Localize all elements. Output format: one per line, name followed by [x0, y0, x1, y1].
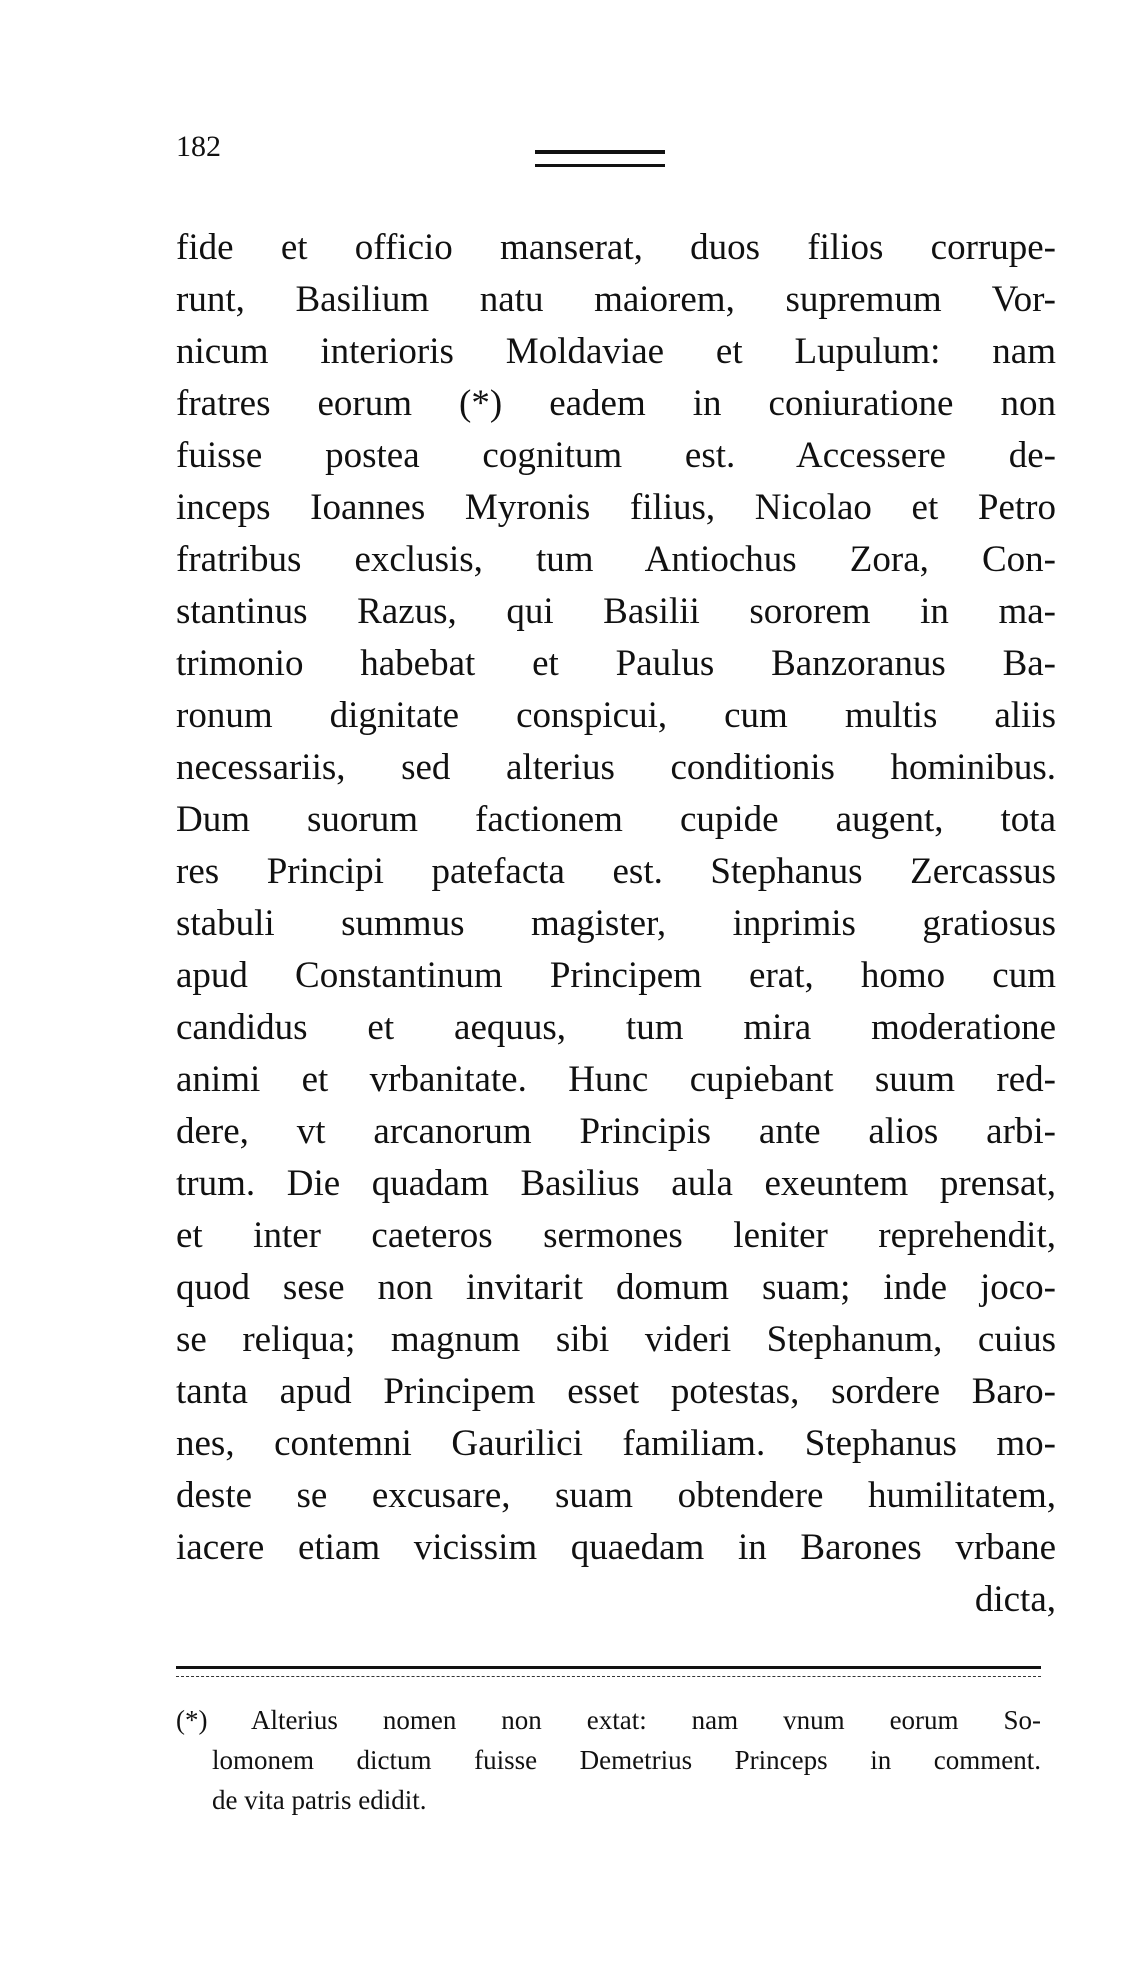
text-line: candidus et aequus, tum mira moderatione	[176, 1007, 1056, 1048]
footnote-rule	[176, 1666, 1041, 1669]
header-ornament	[535, 150, 665, 167]
text-line: stabuli summus magister, inprimis gratiosus	[176, 903, 1056, 944]
page-number: 182	[176, 130, 221, 163]
text-line: et inter caeteros sermones leniter reprehendit,	[176, 1215, 1056, 1256]
body-text	[176, 222, 1056, 1626]
text-line: fuisse postea cognitum est. Accessere de-	[176, 435, 1056, 476]
catchword-line: dicta,	[974, 1579, 1056, 1620]
text-line: quod sese non invitarit domum suam; inde joco-	[176, 1267, 1056, 1308]
text-line: nicum interioris Moldaviae et Lupulum: nam	[176, 331, 1056, 372]
text-line: apud Constantinum Principem erat, homo cum	[176, 955, 1056, 996]
text-line: res Principi patefacta est. Stephanus Zercassus	[176, 851, 1056, 892]
text-line: dere, vt arcanorum Principis ante alios arbi-	[176, 1111, 1056, 1152]
text-line: trum. Die quadam Basilius aula exeuntem prensat,	[176, 1163, 1056, 1204]
footnote-line: (*) Alterius nomen non extat: nam vnum eorum So-	[176, 1705, 1041, 1735]
text-line: Dum suorum factionem cupide augent, tota	[176, 799, 1056, 840]
text-line: tanta apud Principem esset potestas, sordere Baro-	[176, 1371, 1056, 1412]
footnote-line: de vita patris edidit.	[212, 1785, 427, 1815]
footnote-rule-secondary	[176, 1676, 1041, 1677]
text-line: runt, Basilium natu maiorem, supremum Vor-	[176, 279, 1056, 320]
text-line: stantinus Razus, qui Basilii sororem in ma-	[176, 591, 1056, 632]
footnote-line: lomonem dictum fuisse Demetrius Princeps in comment.	[212, 1745, 1041, 1775]
text-line: fratribus exclusis, tum Antiochus Zora, Con-	[176, 539, 1056, 580]
text-line: se reliqua; magnum sibi videri Stephanum, cuius	[176, 1319, 1056, 1360]
footnote	[176, 1700, 1041, 1820]
text-line: deste se excusare, suam obtendere humilitatem,	[176, 1475, 1056, 1516]
text-line: necessariis, sed alterius conditionis hominibus.	[176, 747, 1056, 788]
text-line: nes, contemni Gaurilici familiam. Stephanus mo-	[176, 1423, 1056, 1464]
text-line: inceps Ioannes Myronis filius, Nicolao et Petro	[176, 487, 1056, 528]
text-line: ronum dignitate conspicui, cum multis aliis	[176, 695, 1056, 736]
text-line: iacere etiam vicissim quaedam in Barones vrbane	[176, 1527, 1056, 1568]
text-line: trimonio habebat et Paulus Banzoranus Ba-	[176, 643, 1056, 684]
text-line: animi et vrbanitate. Hunc cupiebant suum red-	[176, 1059, 1056, 1100]
text-line: fratres eorum (*) eadem in coniuratione non	[176, 383, 1056, 424]
text-line: fide et officio manserat, duos filios corrupe-	[176, 227, 1056, 268]
